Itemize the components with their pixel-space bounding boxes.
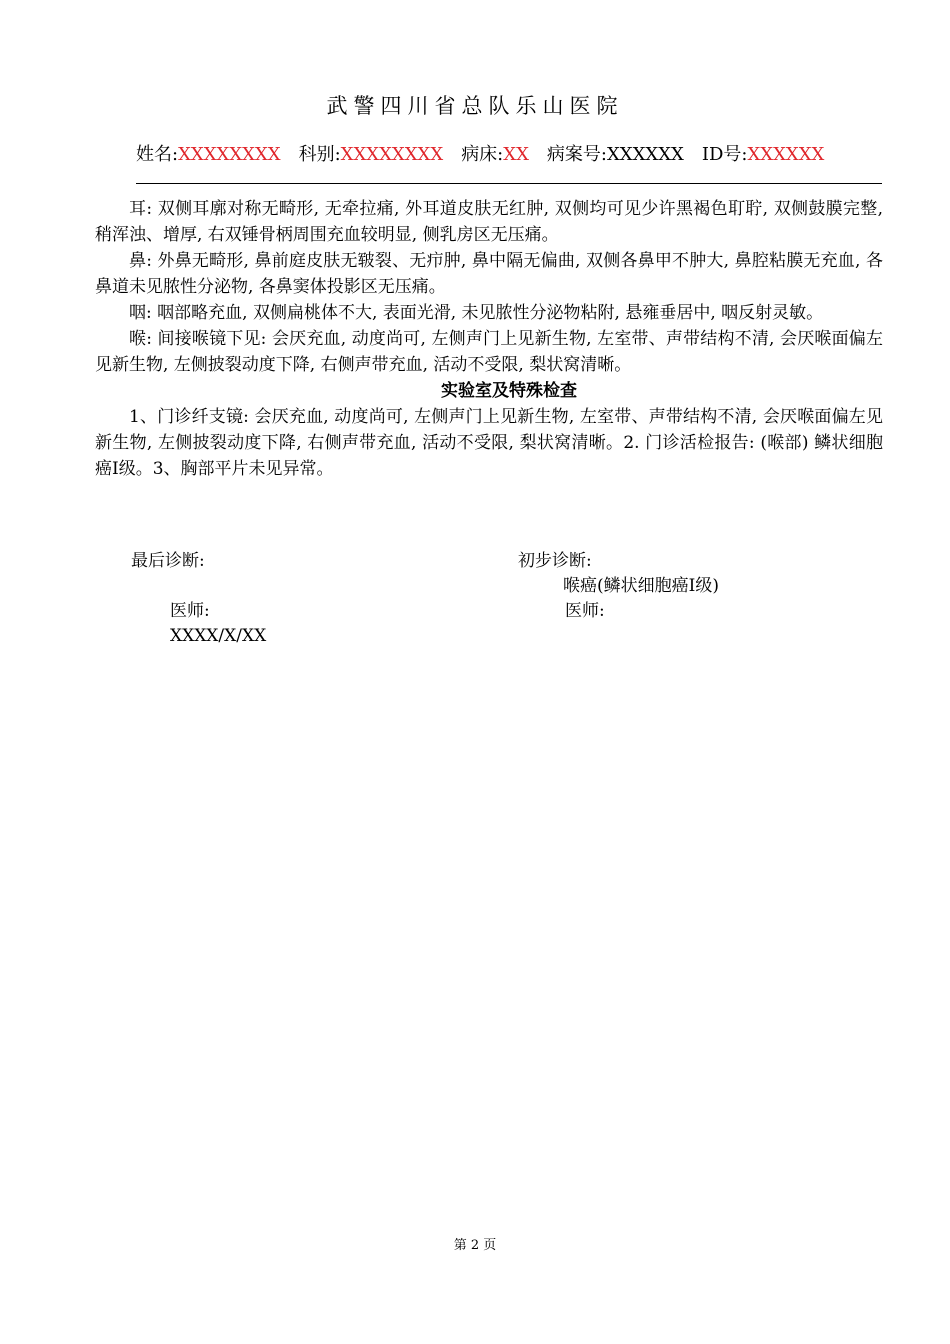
hospital-title: 武警四川省总队乐山医院 — [326, 94, 624, 118]
id-label: ID号: — [701, 144, 748, 165]
dept-value: XXXXXXXX — [340, 144, 444, 165]
diagnosis-date: XXXX/X/XX — [170, 626, 267, 646]
name-value: XXXXXXXX — [178, 144, 281, 165]
exam-body — [95, 196, 883, 482]
exam-larynx: 喉: 间接喉镜下见: 会厌充血, 动度尚可, 左侧声门上见新生物, 左室带、声带结构不清, 会厌喉面偏左见新生物, 左侧披裂动度下降, 右侧声带充血, 活动不受限, 梨状窝清晰。 — [95, 329, 883, 375]
patient-info-row — [136, 142, 824, 168]
case-value: XXXXXX — [606, 144, 684, 165]
dept-label: 科别: — [298, 144, 341, 165]
name-label: 姓名: — [136, 144, 179, 165]
header-divider — [136, 183, 882, 184]
page-number: 第 2 页 — [453, 1238, 497, 1253]
id-value: XXXXXX — [747, 144, 825, 165]
initial-diagnosis-value: 喉癌(鳞状细胞癌Ⅰ级) — [563, 576, 719, 596]
lab-text: 1、门诊纤支镜: 会厌充血, 动度尚可, 左侧声门上见新生物, 左室带、声带结构不清, 会厌喉面偏左见新生物, 左侧披裂动度下降, 右侧声带充血, 活动不受限, 梨状窝清晰。2. 门诊活检报告: (喉部) 鳞状细胞癌Ⅰ级。3、胸部平片未见异常。 — [95, 407, 883, 479]
bed-label: 病床: — [461, 144, 504, 165]
exam-ear: 耳: 双侧耳廓对称无畸形, 无牵拉痛, 外耳道皮肤无红肿, 双侧均可见少许黑褐色耵聍, 双侧鼓膜完整, 稍浑浊、增厚, 右双锤骨柄周围充血较明显, 侧乳房区无压痛。 — [95, 199, 883, 245]
bed-value: XX — [503, 144, 529, 165]
initial-diagnosis-label: 初步诊断: — [518, 551, 592, 571]
doctor-left-label: 医师: — [170, 601, 210, 621]
exam-nose: 鼻: 外鼻无畸形, 鼻前庭皮肤无皲裂、无疖肿, 鼻中隔无偏曲, 双侧各鼻甲不肿大, 鼻腔粘膜无充血, 各鼻道未见脓性分泌物, 各鼻窦体投影区无压痛。 — [95, 251, 883, 297]
doctor-right-label: 医师: — [565, 601, 605, 621]
exam-pharynx: 咽: 咽部略充血, 双侧扁桃体不大, 表面光滑, 未见脓性分泌物粘附, 悬雍垂居中, 咽反射灵敏。 — [129, 303, 824, 323]
case-label: 病案号: — [546, 144, 607, 165]
final-diagnosis-label: 最后诊断: — [131, 551, 205, 571]
lab-section-title: 实验室及特殊检查 — [441, 381, 577, 401]
